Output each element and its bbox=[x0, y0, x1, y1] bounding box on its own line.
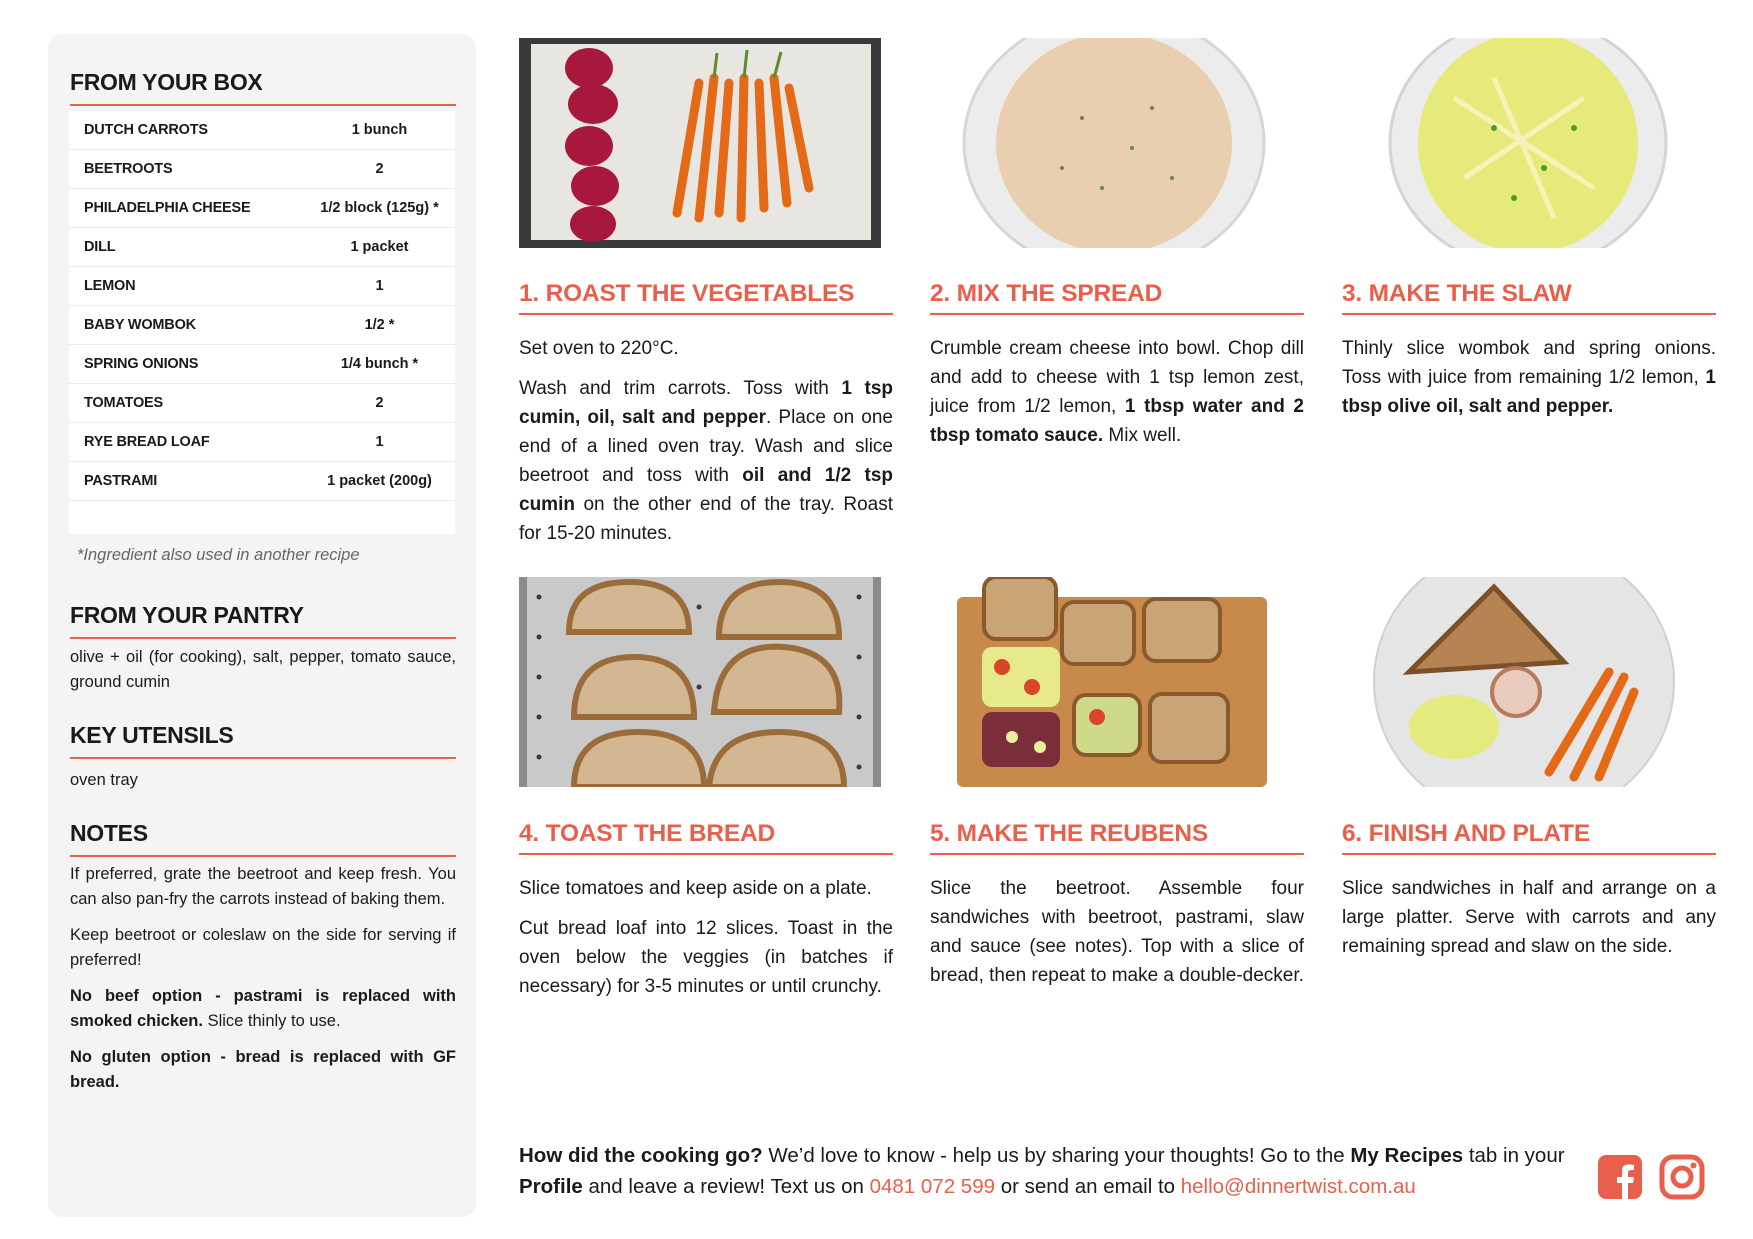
ingredient-qty: 2 bbox=[375, 395, 384, 411]
step-3-p1 bbox=[1342, 334, 1716, 421]
pantry-text: olive + oil (for cooking), salt, pepper, tomato sauce, ground cumin bbox=[70, 648, 456, 691]
ingredient-name: SPRING ONIONS bbox=[84, 356, 199, 372]
roast-vegetables-photo bbox=[519, 38, 881, 248]
text-bold: 1 tbsp olive oil, salt and pepper. bbox=[1342, 367, 1716, 417]
step-5-p1: Slice the beetroot. Assemble four sandwiches with beetroot, pastrami, slaw and sauce (see notes). Top with a slice of bread, then repeat to make a double-decker. bbox=[930, 878, 1304, 986]
note-rest: Slice thinly to use. bbox=[202, 1012, 341, 1030]
from-your-pantry-heading: FROM YOUR PANTRY bbox=[70, 602, 456, 639]
footer-text: We’d love to know - help us by sharing your thoughts! Go to the bbox=[762, 1144, 1351, 1167]
text-bold: 1 tbsp water and 2 tbsp tomato sauce. bbox=[930, 396, 1304, 446]
ingredient-name: PHILADELPHIA CHEESE bbox=[84, 200, 251, 216]
ingredient-row bbox=[69, 306, 455, 345]
instagram-icon[interactable] bbox=[1659, 1154, 1705, 1200]
step-4-p2: Cut bread loaf into 12 slices. Toast in the oven below the veggies (in batches if necessary) for 3-5 minutes or until crunchy. bbox=[519, 918, 893, 997]
text-bold: oil and 1/2 tsp cumin bbox=[519, 465, 893, 515]
ingredient-name: BEETROOTS bbox=[84, 161, 173, 177]
note bbox=[70, 984, 456, 1034]
ingredient-name: TOMATOES bbox=[84, 395, 163, 411]
feedback-footer bbox=[519, 1140, 1579, 1202]
ingredients-table bbox=[69, 111, 455, 534]
ingredient-qty: 1/2 * bbox=[364, 317, 395, 333]
ingredient-qty: 1 packet (200g) bbox=[327, 473, 432, 489]
ingredient-qty: 1 bbox=[375, 278, 384, 294]
step-2-body bbox=[930, 334, 1304, 461]
ingredient-footnote: *Ingredient also used in another recipe bbox=[77, 546, 360, 564]
step-2-title: 2. MIX THE SPREAD bbox=[930, 280, 1304, 315]
my-recipes-label: My Recipes bbox=[1350, 1144, 1464, 1167]
spread-bowl-photo bbox=[932, 38, 1294, 248]
ingredient-qty: 1/2 block (125g) * bbox=[320, 200, 439, 216]
step-5-title: 5. MAKE THE REUBENS bbox=[930, 820, 1304, 855]
step-3-body bbox=[1342, 334, 1716, 432]
step-6-title: 6. FINISH AND PLATE bbox=[1342, 820, 1716, 855]
reubens-board-photo bbox=[932, 577, 1294, 787]
text-run: on the other end of the tray. Roast for 15-20 minutes. bbox=[519, 494, 893, 544]
footer-text: or send an email to bbox=[995, 1175, 1181, 1198]
text-run: Wash and trim carrots. Toss with bbox=[519, 378, 842, 399]
note: Keep beetroot or coleslaw on the side for serving if preferred! bbox=[70, 926, 456, 969]
ingredient-row bbox=[69, 111, 455, 150]
text-run: Thinly slice wombok and spring onions. Toss with juice from remaining 1/2 lemon, bbox=[1342, 338, 1716, 388]
note-bold: No gluten option - bread is replaced with GF bread. bbox=[70, 1048, 456, 1091]
footer-text: tab in your bbox=[1463, 1144, 1565, 1167]
email-link[interactable]: hello@dinnertwist.com.au bbox=[1180, 1175, 1416, 1198]
step-4-title: 4. TOAST THE BREAD bbox=[519, 820, 893, 855]
ingredient-row bbox=[69, 228, 455, 267]
step-1-title: 1. ROAST THE VEGETABLES bbox=[519, 280, 893, 315]
text-bold: 1 tsp cumin, oil, salt and pepper bbox=[519, 378, 893, 428]
ingredient-name: PASTRAMI bbox=[84, 473, 158, 489]
utensils-text: oven tray bbox=[70, 771, 138, 789]
ingredient-row bbox=[69, 267, 455, 306]
ingredient-row bbox=[69, 189, 455, 228]
ingredient-qty: 1 bunch bbox=[351, 122, 408, 138]
notes-body bbox=[70, 862, 456, 1106]
plated-sandwich-photo bbox=[1344, 577, 1706, 787]
step-2-p1 bbox=[930, 334, 1304, 450]
ingredient-qty: 1 packet bbox=[350, 239, 409, 255]
from-your-box-heading: FROM YOUR BOX bbox=[70, 69, 456, 106]
ingredient-qty: 1 bbox=[375, 434, 384, 450]
ingredient-row bbox=[69, 462, 455, 501]
profile-label: Profile bbox=[519, 1175, 583, 1198]
ingredient-row bbox=[69, 423, 455, 462]
note: If preferred, grate the beetroot and keep fresh. You can also pan-fry the carrots instead of baking them. bbox=[70, 865, 456, 908]
step-6-body bbox=[1342, 874, 1716, 972]
ingredient-row bbox=[69, 345, 455, 384]
phone-link[interactable]: 0481 072 599 bbox=[869, 1175, 995, 1198]
text-run: . Place on one end of a lined oven tray. Wash and slice beetroot and toss with bbox=[519, 407, 894, 486]
step-6-p1: Slice sandwiches in half and arrange on a large platter. Serve with carrots and any remaining spread and slaw on the side. bbox=[1342, 878, 1716, 957]
step-4-body bbox=[519, 874, 893, 1012]
ingredient-row bbox=[69, 384, 455, 423]
ingredient-name: LEMON bbox=[84, 278, 136, 294]
slaw-bowl-photo bbox=[1344, 38, 1706, 248]
text-run: Mix well. bbox=[1103, 425, 1182, 446]
ingredient-name: RYE BREAD LOAF bbox=[84, 434, 210, 450]
note bbox=[70, 1045, 456, 1095]
step-1-p2 bbox=[519, 374, 893, 548]
footer-question: How did the cooking go? bbox=[519, 1144, 763, 1167]
step-3-title: 3. MAKE THE SLAW bbox=[1342, 280, 1716, 315]
notes-heading: NOTES bbox=[70, 820, 456, 857]
toasted-bread-photo bbox=[519, 577, 881, 787]
ingredient-qty: 2 bbox=[375, 161, 384, 177]
step-1-body bbox=[519, 334, 893, 559]
step-5-body bbox=[930, 874, 1304, 1001]
ingredient-name: BABY WOMBOK bbox=[84, 317, 196, 333]
ingredient-row bbox=[69, 150, 455, 189]
step-1-p1: Set oven to 220°C. bbox=[519, 338, 679, 359]
footer-text: and leave a review! Text us on bbox=[582, 1175, 870, 1198]
note-bold: No beef option - pastrami is replaced with smoked chicken. bbox=[70, 987, 456, 1030]
ingredient-name: DILL bbox=[84, 239, 116, 255]
facebook-icon[interactable] bbox=[1597, 1154, 1643, 1200]
key-utensils-heading: KEY UTENSILS bbox=[70, 722, 456, 759]
sidebar bbox=[48, 34, 476, 1217]
text-run: Crumble cream cheese into bowl. Chop dill and add to cheese with 1 tsp lemon zest, juice from 1/2 lemon, bbox=[930, 338, 1304, 417]
step-4-p1: Slice tomatoes and keep aside on a plate. bbox=[519, 878, 872, 899]
ingredient-name: DUTCH CARROTS bbox=[84, 122, 208, 138]
ingredient-qty: 1/4 bunch * bbox=[340, 356, 419, 372]
